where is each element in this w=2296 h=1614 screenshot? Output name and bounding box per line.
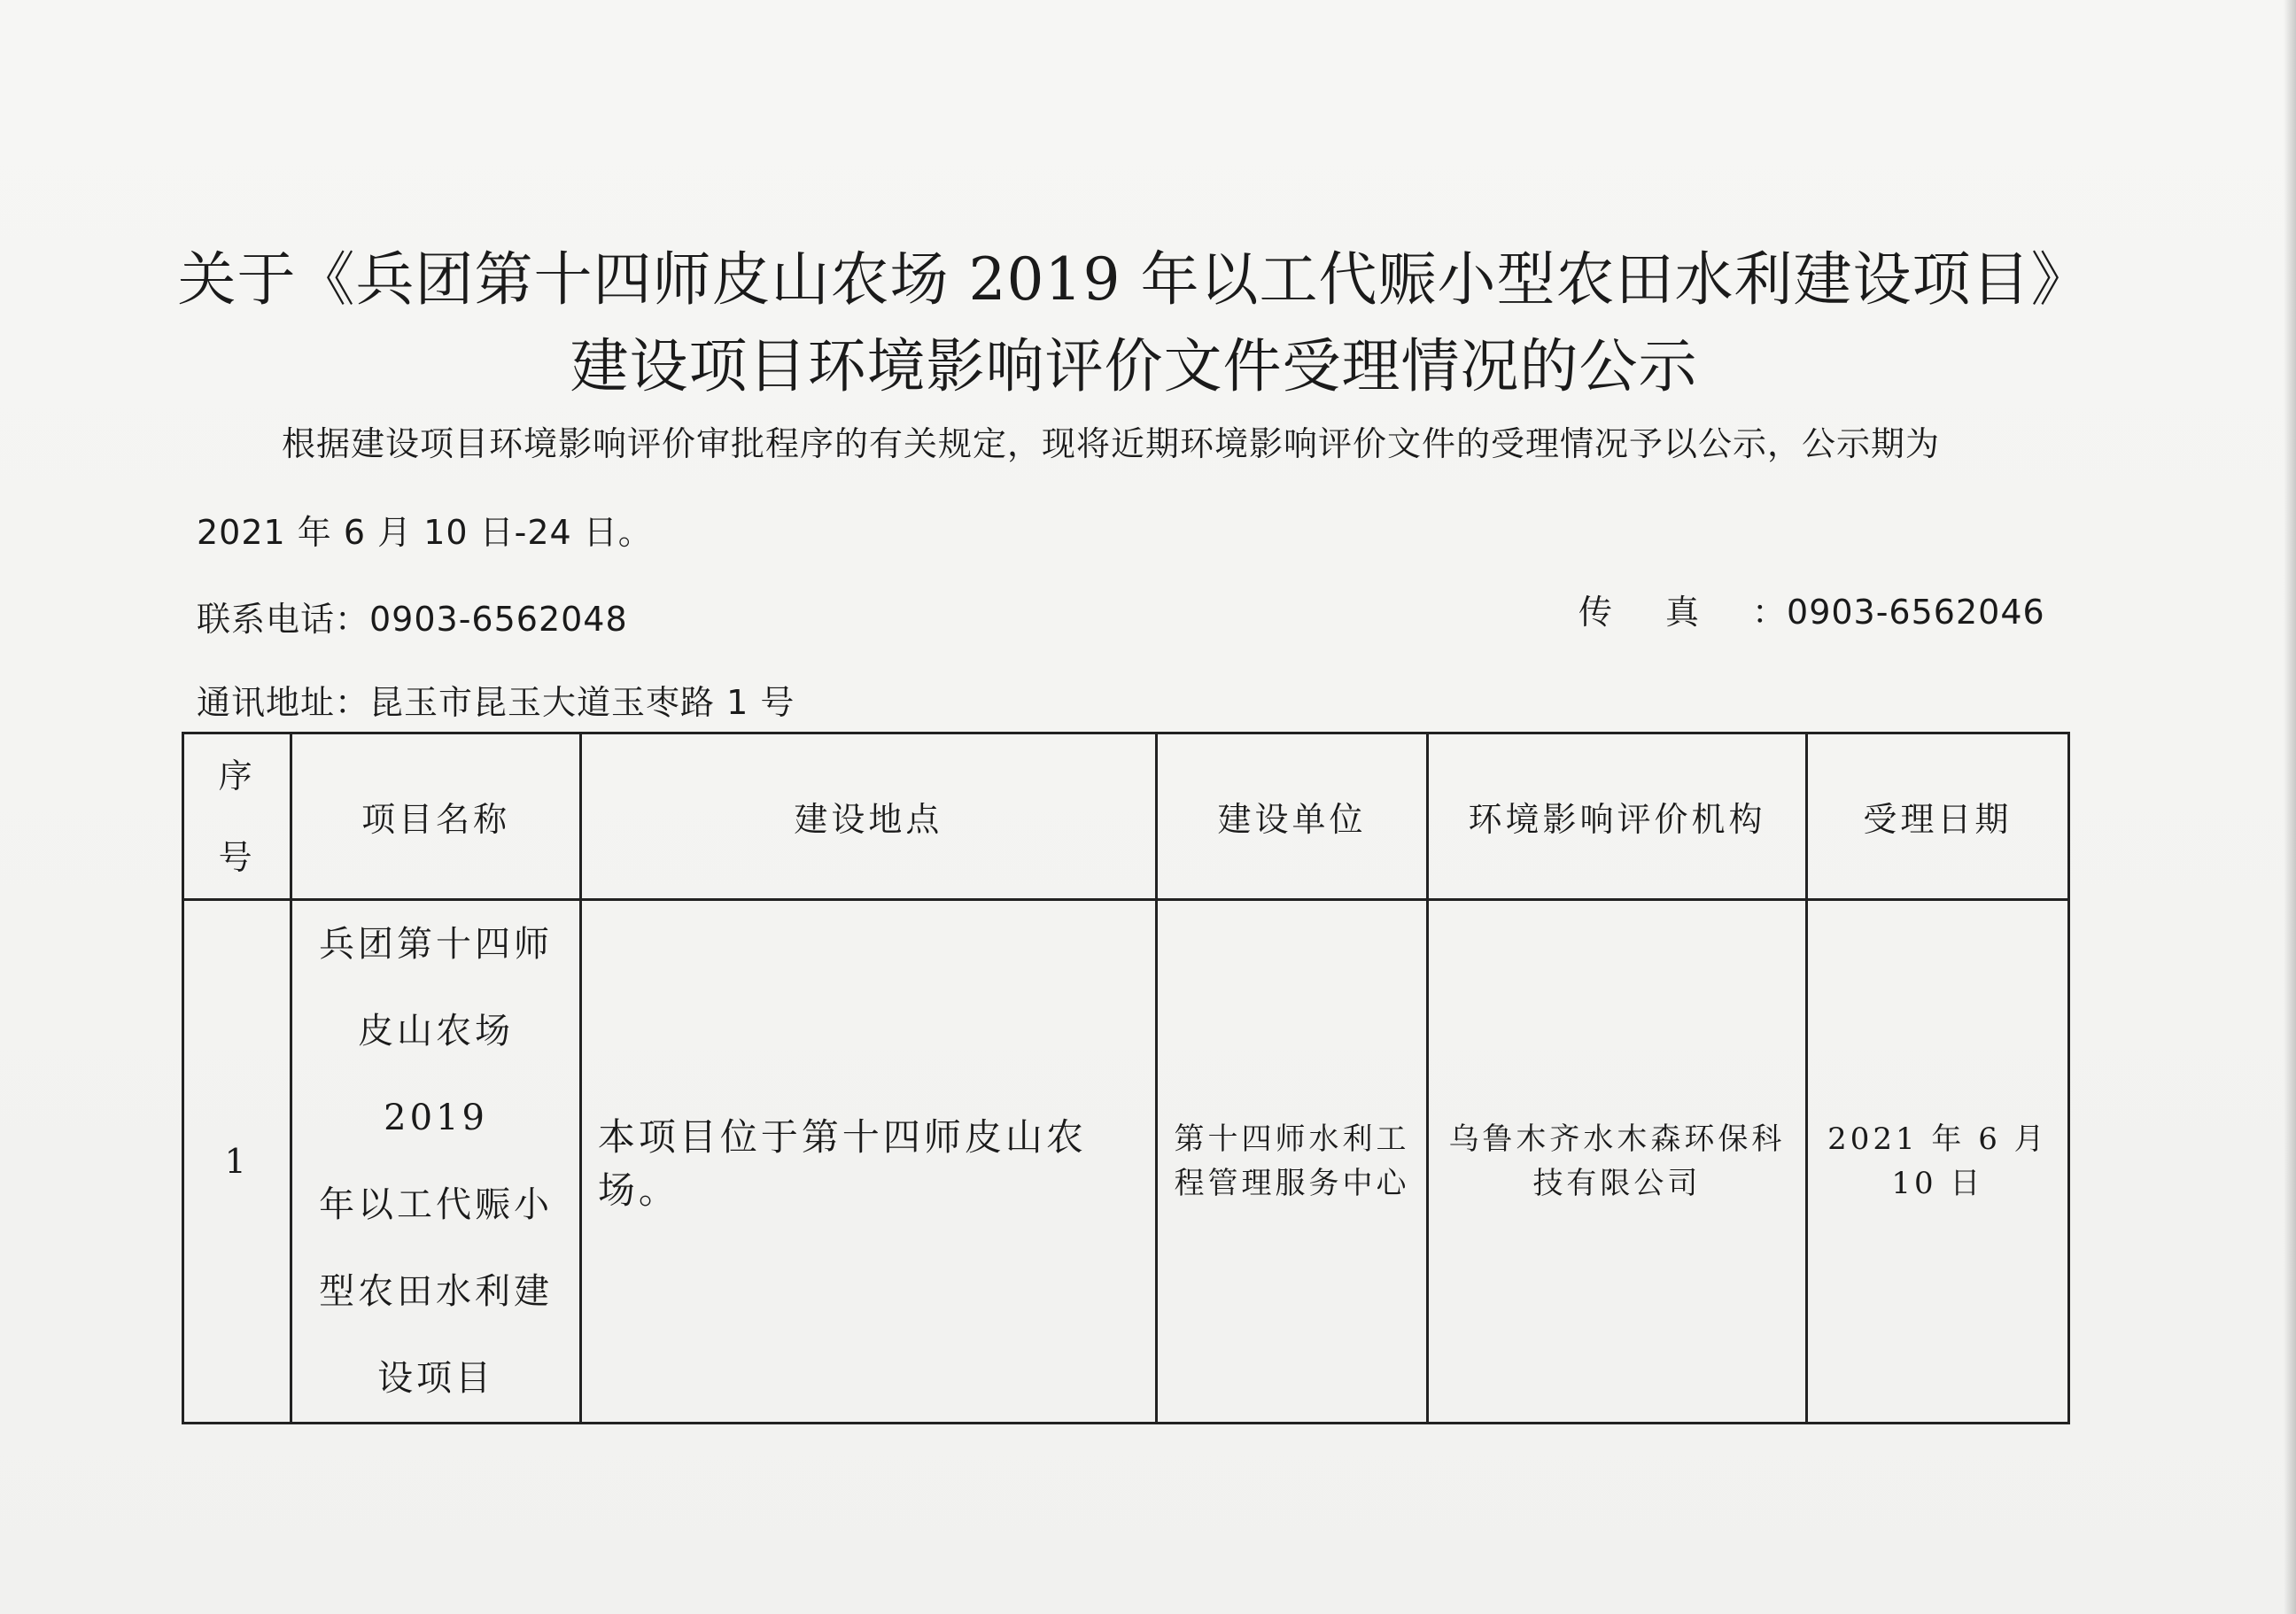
- project-name-line: 设项目: [377, 1358, 495, 1399]
- contact-address: 通讯地址：昆玉市昆玉大道玉枣路 1 号: [197, 683, 795, 722]
- notice-title-line1: 关于《兵团第十四师皮山农场 2019 年以工代赈小型农田水利建设项目》: [177, 245, 2090, 314]
- cell-construction-unit: 第十四师水利工程管理服务中心: [1156, 900, 1427, 1424]
- cell-location: 本项目位于第十四师皮山农场。: [580, 900, 1156, 1424]
- fax-value: ：0903-6562046: [1752, 593, 2045, 632]
- project-name-line: 型农田水利建: [319, 1271, 554, 1312]
- project-name-line: 兵团第十四师: [319, 924, 554, 965]
- header-serial-bottom: 号: [218, 837, 256, 877]
- header-project-name: 项目名称: [291, 733, 581, 900]
- cell-serial-number: 1: [183, 900, 291, 1424]
- project-name-line: 皮山农场 2019: [358, 1011, 515, 1138]
- notice-paragraph-line1: 根据建设项目环境影响评价审批程序的有关规定，现将近期环境影响评价文件的受理情况予以公示，公示期为: [282, 424, 1941, 463]
- table-row: [183, 900, 2069, 1424]
- cell-acceptance-date: 2021 年 6 月 10 日: [1806, 900, 2068, 1424]
- acceptance-table: [182, 732, 2070, 1424]
- header-eia-organization: 环境影响评价机构: [1428, 733, 1807, 900]
- scan-shadow-edge: [2284, 0, 2296, 1614]
- header-location: 建设地点: [580, 733, 1156, 900]
- project-name-line: 年以工代赈小: [319, 1184, 554, 1225]
- contact-phone: 联系电话：0903-6562048: [197, 600, 628, 639]
- contact-fax: [1578, 585, 2045, 633]
- fax-label: 传真: [1578, 593, 1753, 632]
- cell-project-name: [291, 900, 581, 1424]
- header-serial-number: [183, 733, 291, 900]
- header-serial-top: 序: [218, 756, 256, 795]
- notice-paragraph-line2: 2021 年 6 月 10 日-24 日。: [197, 513, 653, 552]
- cell-eia-organization: 乌鲁木齐水木森环保科技有限公司: [1428, 900, 1807, 1424]
- header-construction-unit: 建设单位: [1156, 733, 1427, 900]
- header-acceptance-date: 受理日期: [1806, 733, 2068, 900]
- notice-title-line2: 建设项目环境影响评价文件受理情况的公示: [570, 332, 1698, 400]
- table-header-row: [183, 733, 2069, 900]
